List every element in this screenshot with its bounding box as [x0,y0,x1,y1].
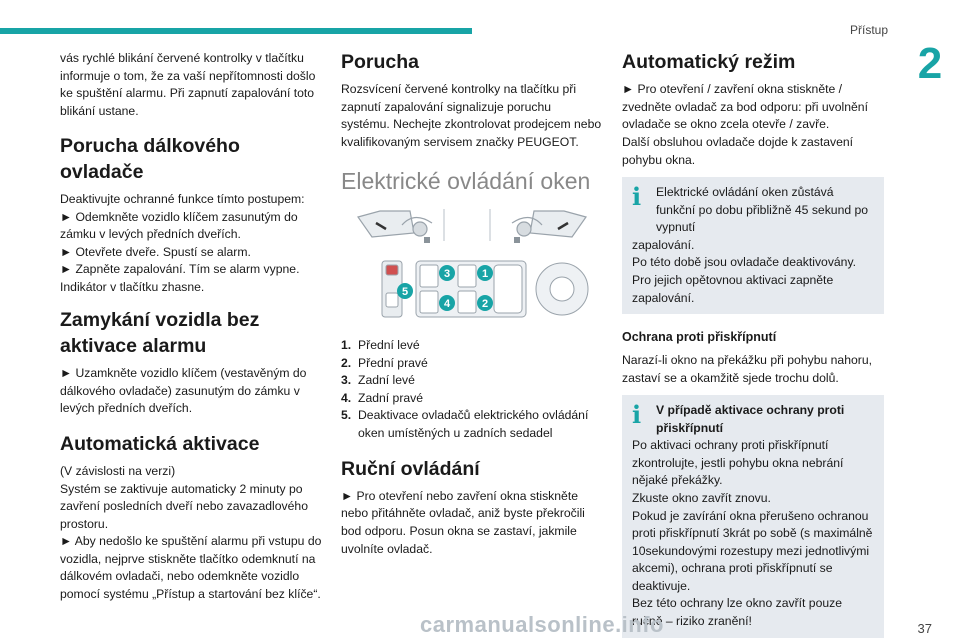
column-3 [622,50,884,638]
watermark: carmanualsonline.info [420,612,664,637]
info-text: zapalování. [632,237,695,252]
switch-legend-list [341,337,603,442]
heading-fault-remote: Porucha dálkového ovladače [60,135,240,183]
fault-remote-line: ► Odemkněte vozidlo klíčem zasunutým do zámku v levých předních dveřích. [60,209,298,242]
info-text: Zkuste okno zavřít znovu. [632,491,771,506]
list-item: 5. Deaktivace ovladačů elektrického ovládání oken umístěných u zadních sedadel [341,408,589,440]
heading-lock-no-alarm: Zamykání vozidla bez aktivace alarmu [60,309,260,357]
info-text: Po aktivaci ochrany proti přiskřípnutí zkontrolujte, jestli pohybu okna nebrání nějaké překážky. [632,438,844,488]
intro-paragraph: vás rychlé blikání červené kontrolky v tlačítku informuje o tom, že za vaší nepřítomnosti došlo ke spuštění alarmu. Při zapnutí zapalování toto blikání ustane. [60,51,316,118]
info-title: V případě aktivace ochrany proti přiskřípnutí [656,403,845,435]
auto-line: (V závislosti na verzi) [60,464,176,479]
auto-mode-line: Další obsluhou ovladače dojde k zastavení pohybu okna. [622,135,854,167]
callout-4: 4 [443,298,451,311]
callout-5: 5 [401,286,409,299]
column-2 [341,50,603,558]
auto-mode-line: ► Pro otevření / zavření okna stiskněte / zvedněte ovladač za bod odporu: při uvolnění ovladače se okno zcela otevře / zavře. [622,82,868,132]
pinch-paragraph: Narazí-li okno na překážku při pohybu nahoru, zastaví se a okamžitě sjede trochu dolů. [622,353,872,385]
lock-paragraph: ► Uzamkněte vozidlo klíčem (vestavěným do dálkového ovladače) zasunutým do zámku v levých předních dveřích. [60,366,307,416]
disable-switch-indicator [386,265,398,275]
heading-fault: Porucha [341,51,420,73]
list-item: 2. Přední pravé [341,355,428,370]
chapter-number: 2 [917,39,943,88]
header-accent-bar [0,28,472,34]
auto-line: ► Aby nedošlo ke spuštění alarmu při vstupu do vozidla, nejprve stiskněte tlačítko odemknutí na dálkovém ovladači, nebo odemkněte vozidlo pomocí systému „Přístup a startování bez klíče“. [60,534,322,601]
info-text: Elektrické ovládání oken zůstává funkční po dobu přibližně 45 sekund po vypnutí [656,185,869,235]
heading-pinch: Ochrana proti přiskřípnutí [622,330,777,345]
page-number: 37 [917,621,932,636]
auto-line: Systém se zaktivuje automaticky 2 minuty po zavření posledních dveří nebo zavazadlového prostoru. [60,481,308,531]
heading-power-windows: Elektrické ovládání oken [341,167,591,194]
info-box-pinch [622,395,884,637]
heading-auto-mode: Automatický režim [622,51,796,73]
info-text: Bez této ochrany lze okno zavřít pouze ručně – riziko zranění! [632,596,843,628]
info-box-timeout [622,177,884,314]
info-icon: i [632,400,642,430]
list-item: 3. Zadní levé [341,373,415,388]
fault-paragraph: Rozsvícení červené kontrolky na tlačítku při zapnutí zapalování signalizuje poruchu systému. Nechejte zkontrolovat prodejcem nebo kvalifikovaným servisem značky PEUGEOT. [341,82,602,150]
window-switches-illustration [352,257,592,321]
fault-remote-line: ► Zapněte zapalování. Tím se alarm vypne. Indikátor v tlačítku zhasne. [60,262,300,294]
callout-3: 3 [443,268,451,281]
callout-2: 2 [481,298,489,311]
heading-manual: Ruční ovládání [341,457,480,480]
heading-auto-activation: Automatická aktivace [60,432,260,455]
callout-1: 1 [481,268,489,281]
info-text: Po této době jsou ovladače deaktivovány. Pro jejich opětovnou aktivaci zapněte zapalování. [632,255,857,305]
info-text: Pokud je zavírání okna přerušeno ochranou proti přiskřípnutí 3krát po sobě (s maximálně 10sekundovými rozestupy mezi jednotlivými akcemi), ochrana proti přiskřípnutí se deaktivuje. [632,508,873,593]
list-item: 4. Zadní pravé [341,390,424,405]
door-panels-illustration [352,205,592,245]
column-1 [60,50,322,604]
fault-remote-line: ► Otevřete dveře. Spustí se alarm. [60,244,251,259]
manual-paragraph: ► Pro otevření nebo zavření okna stiskněte nebo přitáhněte ovladač, aniž byste překročili bod odporu. Posun okna se zastaví, jakmile uvolníte ovladač. [341,488,585,556]
info-icon: i [632,182,642,212]
list-item: 1. Přední levé [341,338,420,353]
fault-remote-line: Deaktivujte ochranné funkce tímto postupem: [60,191,305,206]
section-name: Přístup [849,23,888,37]
